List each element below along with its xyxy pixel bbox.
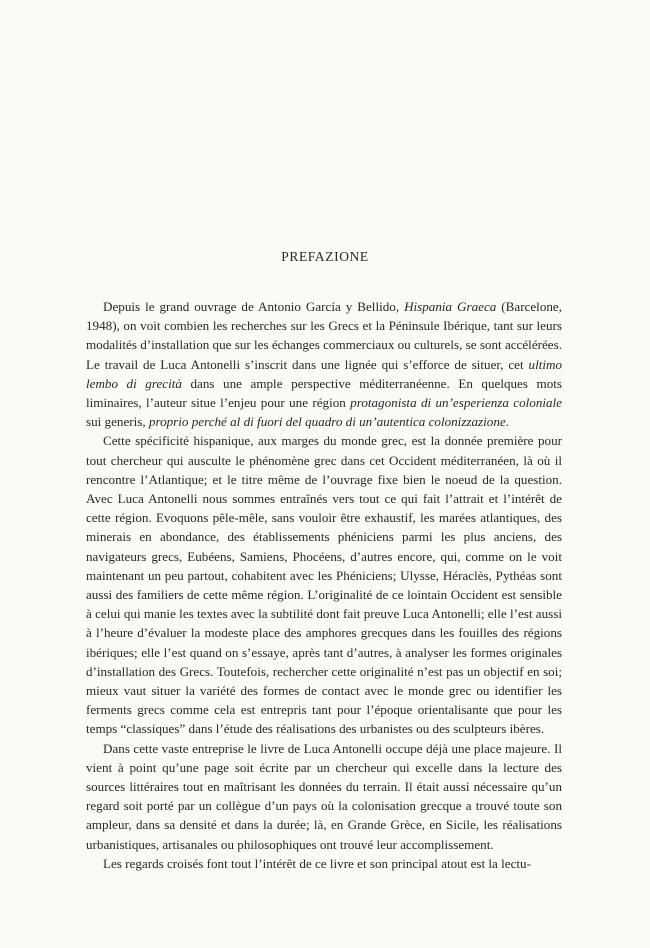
preface-body [86,297,562,873]
text-run: Depuis le grand ouvrage de Antonio García y Bellido, [103,299,405,314]
text-run: Les regards croisés font tout l’intérêt de ce livre et son principal atout est la lectu- [103,855,531,871]
italic-text: protagonista di un’esperienza coloniale [350,395,562,411]
page-title: PREFAZIONE [281,249,369,264]
text-run: (Barcelone, 1948), on voit combien les recherches sur les Grecs et la Péninsule Ibérique, tant sur leurs modalités d’installation que sur les échanges commerciaux ou culturels, se sont accélérées. Le travail de Luca Antonelli s’inscrit dans une lignée qui s’efforce de situer, cet [86,299,563,372]
paragraph [86,854,562,873]
paragraph [86,431,562,738]
text-run: Dans cette vaste entreprise le livre de Luca Antonelli occupe déjà une place majeure. Il vient à point qu’une page soit écrite par un chercheur qui excelle dans la lecture des sources littéraires tout en maîtrisant les données du terrain. Il était aussi nécessaire qu’un regard soit porté par un collègue d’un pays où la colonisation grecque a trouvé toute son ampleur, dans sa densité et dans la durée; là, en Grande Grèce, en Sicile, les réalisations urbanistiques, artisanales ou philosophiques ont trouvé leur accomplissement. [86,740,562,852]
italic-text: ultimo lembo di grecità [86,356,562,391]
text-run: Cette spécificité hispanique, aux marges du monde grec, est la donnée première pour tout chercheur qui ausculte le phénomène grec dans cet Occident méditerranéen, là où il rencontre l’Atlantique; et le titre même de l’ouvrage fixe bien le noeud de la question. Avec Luca Antonelli nous sommes entraînés vers tout ce qui fait l’attrait et l’intérêt de cette région. Evoquons pêle-mêle, sans vouloir être exhaustif, les marées atlantiques, des minerais en abondance, des établissements phéniciens parmi les plus anciens, des navigateurs grecs, Eubéens, Samiens, Phocéens, d’autres encore, qui, comme on le voit maintenant un peu partout, cohabitent avec les Phéniciens; Ulysse, Héraclès, Pythéas sont aussi des familiers de cette même région. L’originalité de ce lointain Occident est sensible à celui qui manie les textes avec la subtilité dont fait preuve Luca Antonelli; elle l’est aussi à l’heure d’évaluer la modeste place des amphores grecques dans les fouilles des régions ibériques; elle l’est quand on s’essaye, après tant d’autres, à analyser les formes originales d’installation des Grecs. Toutefois, rechercher cette originalité n’est pas un objectif en soi; mieux vaut situer la variété des formes de contact avec le monde grec ou identifier les ferments grecs comme cela est entrepris tant pour l’époque orientalisante que pour les temps “classiques” dans l’étude des réalisations des urbanistes ou des sculpteurs ibères. [86,433,562,737]
text-run: sui generis, [86,414,149,430]
italic-text: proprio perché al di fuori del quadro di un’autentica colonizzazione [148,414,506,430]
text-run: . [505,414,509,430]
paragraph [86,297,562,431]
paragraph [86,739,562,854]
italic-text: Hispania Graeca [404,299,497,314]
text-run: dans une ample perspective méditerranéenne. En quelques mots liminaires, l’auteur situe l’enjeu pour une région [86,375,562,411]
